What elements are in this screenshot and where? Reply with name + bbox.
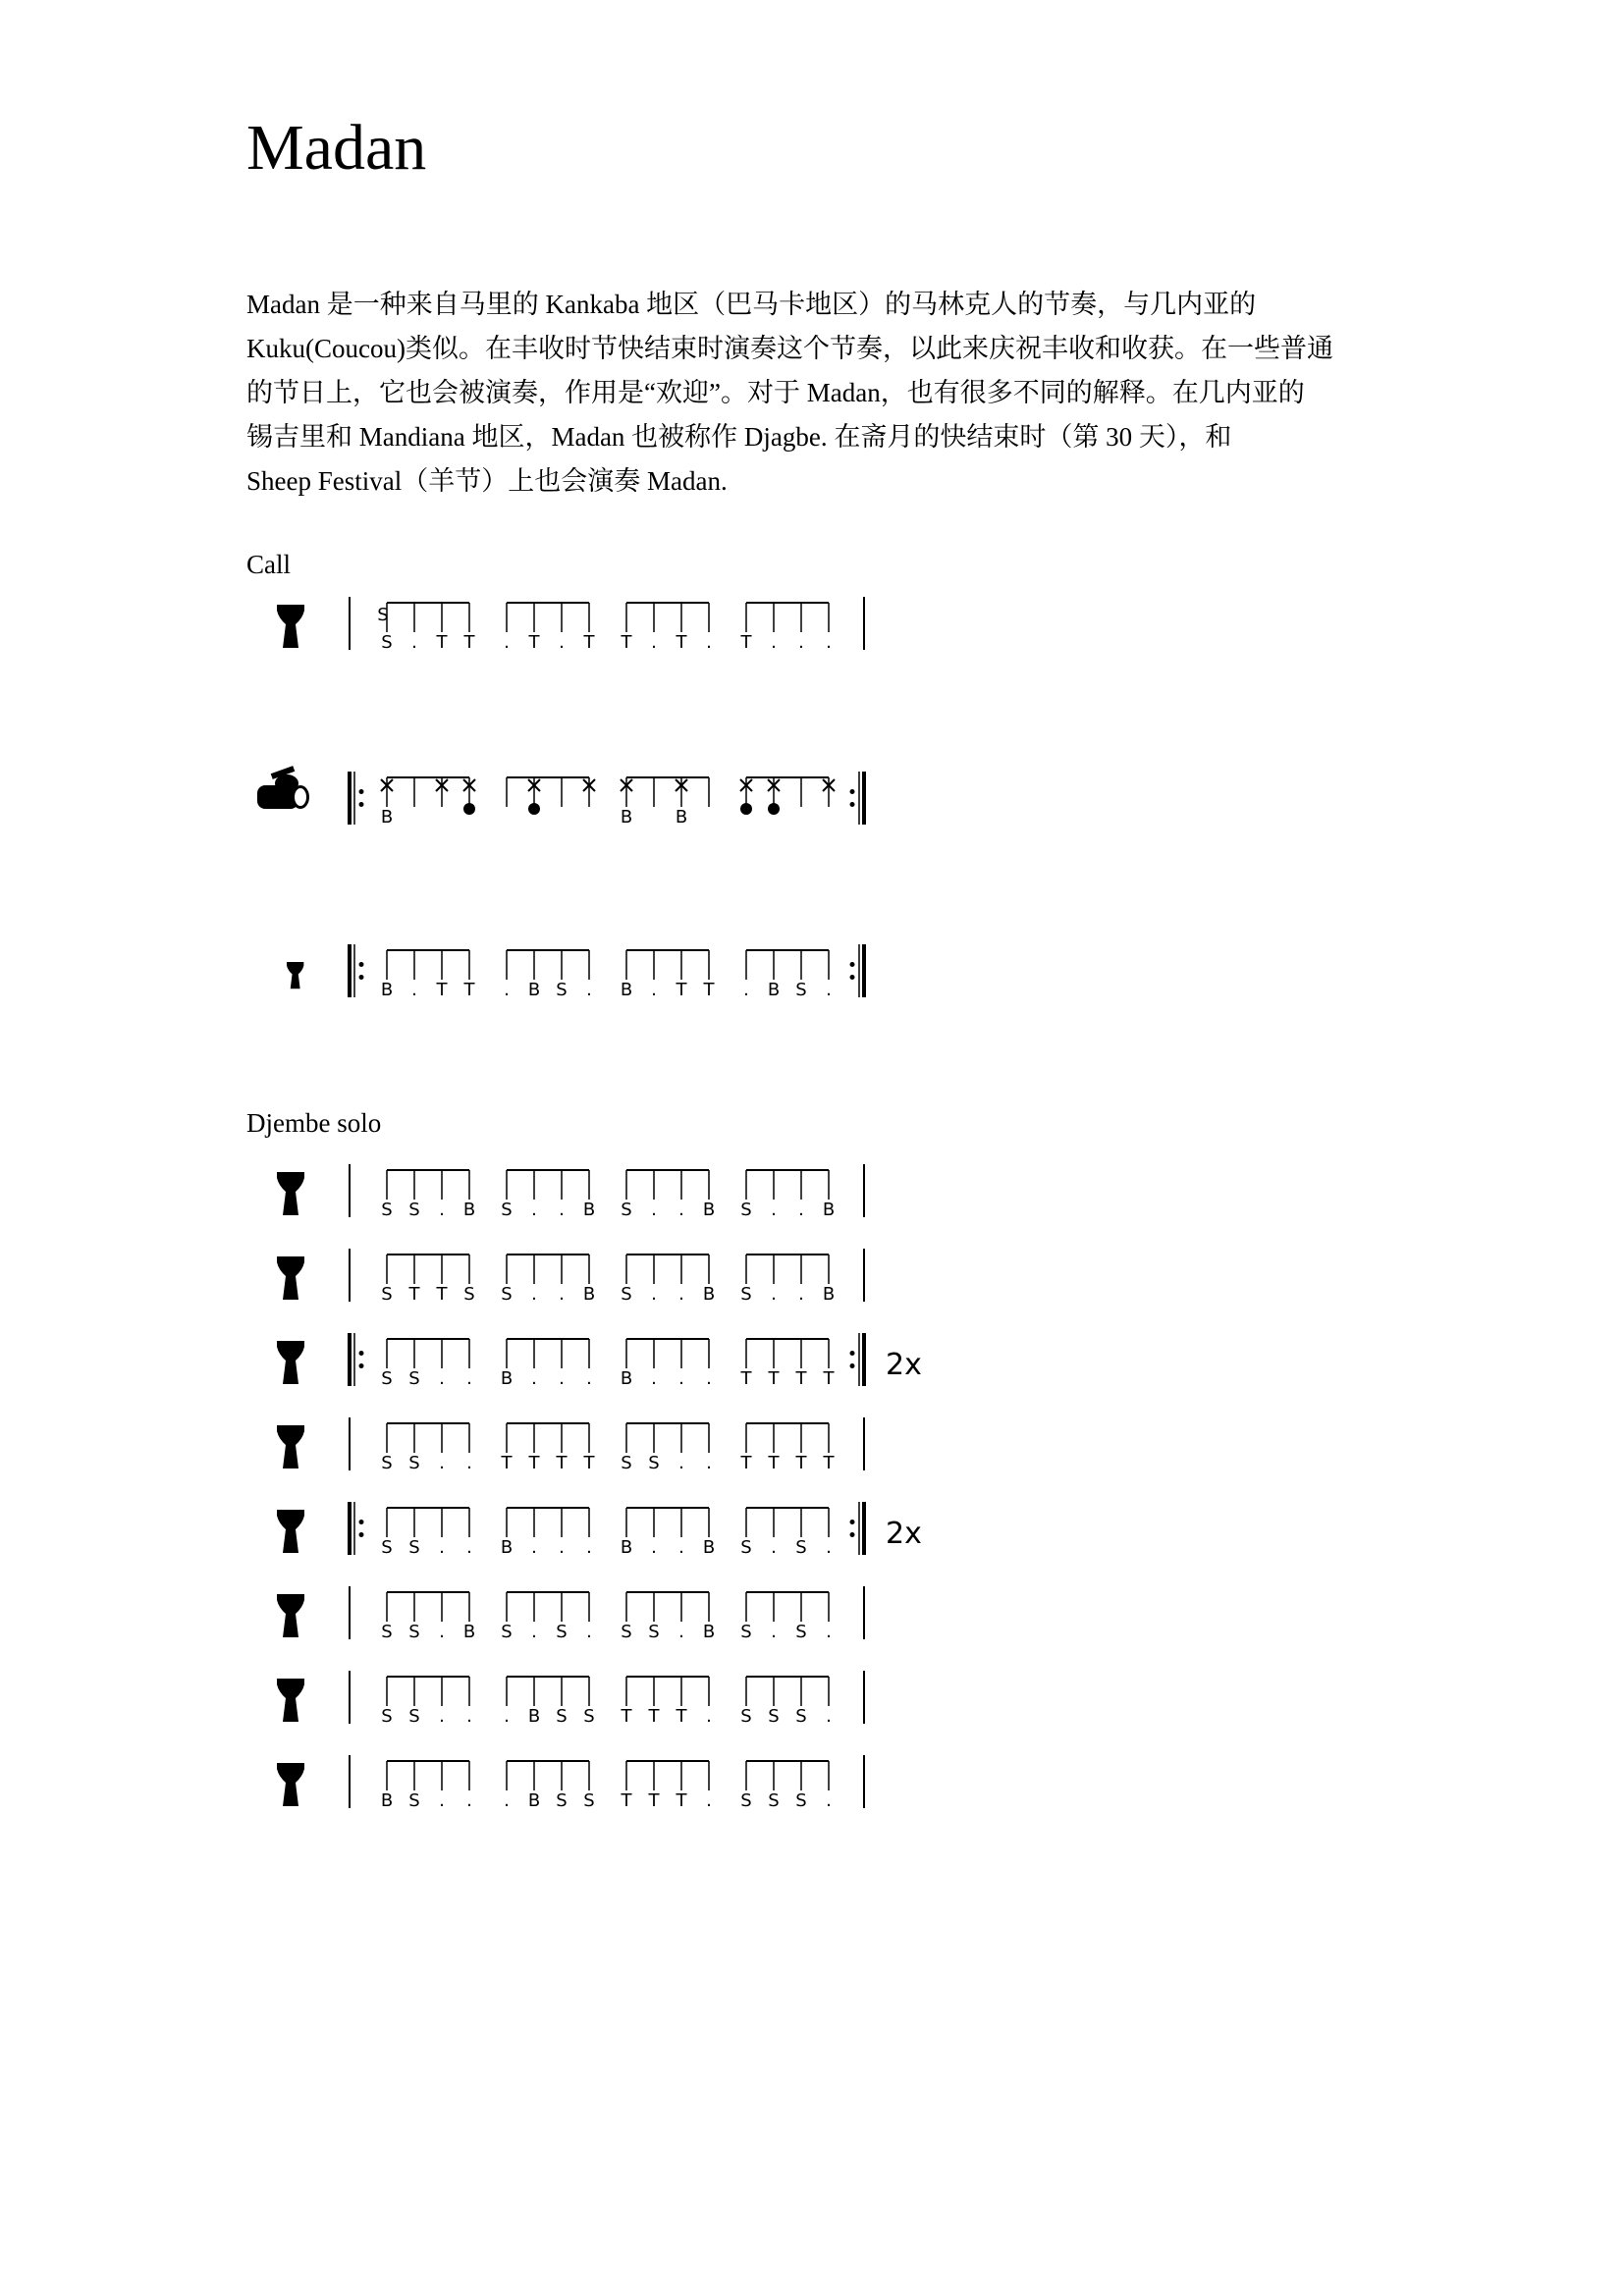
note-label: T bbox=[621, 1706, 632, 1727]
note-label: T bbox=[583, 632, 595, 653]
note-label: B bbox=[500, 1537, 514, 1558]
note-label: B bbox=[380, 980, 394, 1000]
djembe-icon bbox=[287, 962, 303, 988]
note-label: T bbox=[676, 1790, 687, 1811]
note-label: S bbox=[381, 632, 393, 653]
beat-group bbox=[621, 1170, 715, 1220]
note-label: B bbox=[380, 807, 394, 828]
djembe-icon bbox=[277, 1425, 304, 1468]
note-label: S bbox=[408, 1537, 420, 1558]
rhythm-notation bbox=[236, 591, 1119, 689]
beat-group bbox=[504, 603, 595, 653]
note-label: T bbox=[463, 980, 475, 1000]
note-label: B bbox=[702, 1622, 716, 1642]
note-label: S bbox=[795, 1622, 807, 1642]
repeat-barline bbox=[850, 1333, 867, 1386]
dunun-icon bbox=[257, 766, 309, 809]
note-label: S bbox=[501, 1200, 513, 1220]
note-label: . bbox=[439, 1706, 445, 1727]
note-label: B bbox=[500, 1368, 514, 1389]
beat-group bbox=[621, 603, 712, 653]
note-label: B bbox=[527, 1790, 541, 1811]
note-label: . bbox=[531, 1622, 537, 1642]
note-label: . bbox=[678, 1200, 684, 1220]
beat-group bbox=[621, 1255, 715, 1305]
repeat-count: 2x bbox=[886, 1348, 922, 1382]
beat-group bbox=[621, 1508, 715, 1558]
note-label: S bbox=[408, 1200, 420, 1220]
note-label: S bbox=[408, 1368, 420, 1389]
note-label: . bbox=[411, 980, 417, 1000]
beat-group bbox=[501, 1255, 595, 1305]
beat-group bbox=[740, 603, 832, 653]
note-label: . bbox=[466, 1368, 472, 1389]
beat-group bbox=[381, 1761, 472, 1811]
note-label: . bbox=[586, 1537, 592, 1558]
beat-group bbox=[740, 1423, 836, 1473]
beat-group bbox=[621, 1423, 712, 1473]
note-label: . bbox=[826, 1622, 832, 1642]
note-label: S bbox=[463, 1284, 475, 1305]
djembe-icon bbox=[277, 1763, 304, 1806]
bass-dot bbox=[463, 803, 475, 815]
note-label: T bbox=[648, 1706, 660, 1727]
note-label: S bbox=[795, 1706, 807, 1727]
note-label: . bbox=[826, 1706, 832, 1727]
note-label: T bbox=[408, 1284, 420, 1305]
note-label: . bbox=[771, 1200, 777, 1220]
note-label: T bbox=[621, 1790, 632, 1811]
note-label: B bbox=[702, 1200, 716, 1220]
note-label: S bbox=[556, 1790, 568, 1811]
note-label: B bbox=[380, 1790, 394, 1811]
note-label: S bbox=[740, 1706, 752, 1727]
intro-line: 的节日上，它也会被演奏，作用是“欢迎”。对于 Madan，也有很多不同的解释。在几内亚的 bbox=[246, 378, 1305, 407]
note-label: T bbox=[768, 1368, 780, 1389]
note-label: T bbox=[621, 632, 632, 653]
note-label: T bbox=[740, 1368, 752, 1389]
rhythm-notation bbox=[236, 1580, 1119, 1679]
note-label: . bbox=[439, 1200, 445, 1220]
note-label: . bbox=[439, 1537, 445, 1558]
note-label: . bbox=[651, 980, 657, 1000]
note-label: . bbox=[678, 1284, 684, 1305]
note-label: . bbox=[798, 1200, 804, 1220]
beat-group bbox=[381, 1423, 472, 1473]
note-label: S bbox=[381, 1537, 393, 1558]
note-label: S bbox=[381, 1622, 393, 1642]
beat-group bbox=[381, 603, 475, 653]
note-label: . bbox=[531, 1200, 537, 1220]
rhythm-notation bbox=[236, 1496, 1119, 1594]
note-label: S bbox=[408, 1453, 420, 1473]
djembe-icon bbox=[277, 1510, 304, 1553]
beat-group bbox=[504, 1761, 595, 1811]
note-label: . bbox=[798, 632, 804, 653]
djembe-icon bbox=[277, 1256, 304, 1300]
note-label: . bbox=[651, 1368, 657, 1389]
note-label: B bbox=[527, 980, 541, 1000]
beat-group bbox=[743, 950, 832, 1000]
note-label: S bbox=[795, 1790, 807, 1811]
note-label: S bbox=[381, 1200, 393, 1220]
note-label: . bbox=[771, 1537, 777, 1558]
beat-group bbox=[740, 1170, 835, 1220]
note-label: B bbox=[702, 1284, 716, 1305]
note-label: . bbox=[826, 1537, 832, 1558]
note-label: S bbox=[583, 1790, 595, 1811]
beat-group bbox=[501, 1508, 592, 1558]
note-label: . bbox=[771, 1622, 777, 1642]
note-label: . bbox=[678, 1453, 684, 1473]
rhythm-row bbox=[236, 1749, 1119, 1847]
note-label: T bbox=[795, 1453, 807, 1473]
note-label: . bbox=[466, 1537, 472, 1558]
beat-group bbox=[381, 1170, 475, 1220]
beat-group bbox=[621, 950, 716, 1000]
note-label: . bbox=[504, 1706, 510, 1727]
note-label: T bbox=[703, 980, 715, 1000]
beat-group bbox=[507, 777, 595, 815]
note-label: . bbox=[771, 632, 777, 653]
beat-group bbox=[740, 1592, 832, 1642]
note-label: . bbox=[411, 632, 417, 653]
beat-group bbox=[740, 1761, 832, 1811]
note-label: S bbox=[768, 1790, 780, 1811]
note-label: B bbox=[620, 980, 633, 1000]
djembe-icon bbox=[277, 1594, 304, 1637]
note-label: . bbox=[743, 980, 749, 1000]
beat-group bbox=[504, 950, 592, 1000]
note-label: B bbox=[767, 980, 781, 1000]
note-label: . bbox=[678, 1368, 684, 1389]
note-label: T bbox=[648, 1790, 660, 1811]
note-label: . bbox=[439, 1453, 445, 1473]
djembe-icon bbox=[277, 1172, 304, 1215]
note-label: . bbox=[504, 1790, 510, 1811]
note-label: . bbox=[706, 632, 712, 653]
note-label: S bbox=[408, 1790, 420, 1811]
beat-group bbox=[381, 1677, 472, 1727]
note-label: S bbox=[381, 1368, 393, 1389]
rhythm-row bbox=[236, 1158, 1119, 1256]
repeat-barline bbox=[348, 1502, 364, 1555]
note-label: S bbox=[795, 980, 807, 1000]
note-label: T bbox=[768, 1453, 780, 1473]
rhythm-notation bbox=[236, 1749, 1119, 1847]
note-label: . bbox=[504, 980, 510, 1000]
rhythm-row bbox=[236, 591, 1119, 689]
repeat-barline bbox=[348, 1333, 364, 1386]
note-label: S bbox=[621, 1200, 632, 1220]
repeat-barline bbox=[850, 1502, 867, 1555]
repeat-count: 2x bbox=[886, 1517, 922, 1551]
note-label: S bbox=[408, 1706, 420, 1727]
note-label: B bbox=[620, 807, 633, 828]
rhythm-row bbox=[236, 938, 1119, 1037]
intro-paragraph bbox=[246, 283, 1464, 504]
note-label: . bbox=[559, 1537, 565, 1558]
note-label: S bbox=[648, 1622, 660, 1642]
repeat-barline bbox=[348, 944, 364, 997]
beat-group bbox=[740, 777, 835, 815]
note-label: B bbox=[822, 1284, 836, 1305]
bass-dot bbox=[528, 803, 540, 815]
note-label: S bbox=[740, 1622, 752, 1642]
note-label: . bbox=[504, 632, 510, 653]
beat-group bbox=[621, 1339, 712, 1389]
rhythm-row bbox=[236, 1496, 1119, 1594]
note-label: . bbox=[706, 1706, 712, 1727]
note-label: S bbox=[556, 980, 568, 1000]
beat-group bbox=[501, 1170, 595, 1220]
note-label: . bbox=[651, 1284, 657, 1305]
note-label: . bbox=[651, 1200, 657, 1220]
beat-group bbox=[621, 1761, 712, 1811]
note-label: T bbox=[676, 1706, 687, 1727]
note-label: S bbox=[740, 1200, 752, 1220]
note-label: S bbox=[621, 1284, 632, 1305]
note-label: . bbox=[439, 1622, 445, 1642]
note-label: . bbox=[826, 1790, 832, 1811]
section-label-djembe-solo: Djembe solo bbox=[246, 1108, 382, 1138]
intro-line: Kuku(Coucou)类似。在丰收时节快结束时演奏这个节奏，以此来庆祝丰收和收获。在一些普通 bbox=[246, 334, 1333, 363]
rhythm-row bbox=[236, 1327, 1119, 1425]
djembe-icon bbox=[277, 1341, 304, 1384]
beat-group bbox=[381, 1255, 474, 1305]
beat-group bbox=[501, 1339, 592, 1389]
note-label: . bbox=[466, 1790, 472, 1811]
note-label: T bbox=[436, 980, 448, 1000]
rhythm-row bbox=[236, 766, 1119, 864]
note-label: . bbox=[439, 1368, 445, 1389]
note-label: T bbox=[463, 632, 475, 653]
note-label: T bbox=[528, 632, 540, 653]
note-label: . bbox=[651, 1537, 657, 1558]
note-label: B bbox=[582, 1284, 596, 1305]
note-label: T bbox=[528, 1453, 540, 1473]
rhythm-row bbox=[236, 1665, 1119, 1763]
note-label: . bbox=[586, 1622, 592, 1642]
rhythm-notation bbox=[236, 1412, 1119, 1510]
note-label: . bbox=[559, 1200, 565, 1220]
note-label: B bbox=[702, 1537, 716, 1558]
note-label: B bbox=[462, 1622, 476, 1642]
note-label: . bbox=[531, 1537, 537, 1558]
repeat-barline bbox=[850, 772, 867, 825]
note-label: S bbox=[648, 1453, 660, 1473]
rhythm-notation bbox=[236, 1158, 1119, 1256]
beat-group bbox=[381, 950, 476, 1000]
note-label: S bbox=[501, 1622, 513, 1642]
note-label: T bbox=[501, 1453, 513, 1473]
beat-group bbox=[621, 1677, 712, 1727]
note-label: . bbox=[466, 1453, 472, 1473]
note-label: . bbox=[706, 1453, 712, 1473]
rhythm-notation bbox=[236, 766, 1119, 864]
note-label: B bbox=[822, 1200, 836, 1220]
note-label: . bbox=[439, 1790, 445, 1811]
intro-line: Sheep Festival（羊节）上也会演奏 Madan. bbox=[246, 466, 728, 496]
note-label: T bbox=[823, 1368, 835, 1389]
note-label: . bbox=[559, 1284, 565, 1305]
repeat-barline bbox=[348, 772, 364, 825]
beat-group bbox=[621, 1592, 715, 1642]
note-label: S bbox=[408, 1622, 420, 1642]
note-label: S bbox=[740, 1790, 752, 1811]
repeat-barline bbox=[850, 944, 867, 997]
note-label: . bbox=[771, 1284, 777, 1305]
note-label: T bbox=[436, 632, 448, 653]
beat-group bbox=[740, 1508, 832, 1558]
note-label: S bbox=[556, 1622, 568, 1642]
note-label: S bbox=[621, 1622, 632, 1642]
note-label: S bbox=[740, 1284, 752, 1305]
rhythm-row bbox=[236, 1412, 1119, 1510]
note-label: T bbox=[676, 632, 687, 653]
note-label: B bbox=[462, 1200, 476, 1220]
djembe-icon bbox=[277, 605, 304, 648]
beat-group bbox=[621, 777, 709, 828]
note-label: B bbox=[582, 1200, 596, 1220]
intro-line: Madan 是一种来自马里的 Kankaba 地区（巴马卡地区）的马林克人的节奏，与几内亚的 bbox=[246, 290, 1257, 319]
note-label: . bbox=[586, 1368, 592, 1389]
note-label: B bbox=[527, 1706, 541, 1727]
note-label: . bbox=[586, 980, 592, 1000]
note-label: T bbox=[823, 1453, 835, 1473]
note-label: . bbox=[706, 1368, 712, 1389]
note-label: S bbox=[583, 1706, 595, 1727]
note-label: S bbox=[795, 1537, 807, 1558]
note-label: S bbox=[621, 1453, 632, 1473]
note-label: S bbox=[556, 1706, 568, 1727]
note-label: T bbox=[583, 1453, 595, 1473]
beat-group bbox=[381, 777, 475, 828]
djembe-icon bbox=[277, 1679, 304, 1722]
note-label: B bbox=[620, 1368, 633, 1389]
beat-group bbox=[504, 1677, 595, 1727]
note-label: S bbox=[768, 1706, 780, 1727]
rhythm-notation bbox=[236, 938, 1119, 1037]
beat-group bbox=[501, 1423, 596, 1473]
note-label: T bbox=[740, 632, 752, 653]
beat-group bbox=[381, 1592, 475, 1642]
note-label: . bbox=[798, 1284, 804, 1305]
beat-group bbox=[740, 1255, 835, 1305]
note-label: S bbox=[381, 1706, 393, 1727]
note-label: . bbox=[678, 1537, 684, 1558]
note-label: T bbox=[795, 1368, 807, 1389]
note-label: . bbox=[651, 632, 657, 653]
note-label: T bbox=[676, 980, 687, 1000]
note-label: S bbox=[381, 1284, 393, 1305]
note-label: S bbox=[381, 1453, 393, 1473]
note-label: . bbox=[531, 1284, 537, 1305]
note-label: T bbox=[436, 1284, 448, 1305]
bass-dot bbox=[768, 803, 780, 815]
note-label: T bbox=[556, 1453, 568, 1473]
note-label: . bbox=[559, 632, 565, 653]
note-label: B bbox=[620, 1537, 633, 1558]
note-label: . bbox=[466, 1706, 472, 1727]
beat-group bbox=[501, 1592, 592, 1642]
note-label: T bbox=[740, 1453, 752, 1473]
rhythm-row bbox=[236, 1580, 1119, 1679]
note-label: . bbox=[678, 1622, 684, 1642]
beat-group bbox=[381, 1339, 472, 1389]
note-label: . bbox=[826, 980, 832, 1000]
note-label: . bbox=[706, 1790, 712, 1811]
intro-line: 锡吉里和 Mandiana 地区，Madan 也被称作 Djagbe. 在斋月的快结束时（第 30 天），和 bbox=[246, 422, 1232, 452]
bass-dot bbox=[740, 803, 752, 815]
beat-group bbox=[740, 1339, 836, 1389]
rhythm-notation bbox=[236, 1665, 1119, 1763]
note-label: S bbox=[501, 1284, 513, 1305]
beat-group bbox=[740, 1677, 832, 1727]
note-label: . bbox=[559, 1368, 565, 1389]
note-label: B bbox=[675, 807, 688, 828]
rhythm-row bbox=[236, 1243, 1119, 1341]
section-label-call: Call bbox=[246, 550, 291, 579]
note-label: S bbox=[740, 1537, 752, 1558]
rhythm-notation bbox=[236, 1327, 1119, 1425]
note-label: . bbox=[826, 632, 832, 653]
beat-group bbox=[381, 1508, 472, 1558]
accent-label: S bbox=[377, 605, 389, 625]
rhythm-notation bbox=[236, 1243, 1119, 1341]
page-title: Madan bbox=[246, 112, 427, 184]
note-label: . bbox=[531, 1368, 537, 1389]
